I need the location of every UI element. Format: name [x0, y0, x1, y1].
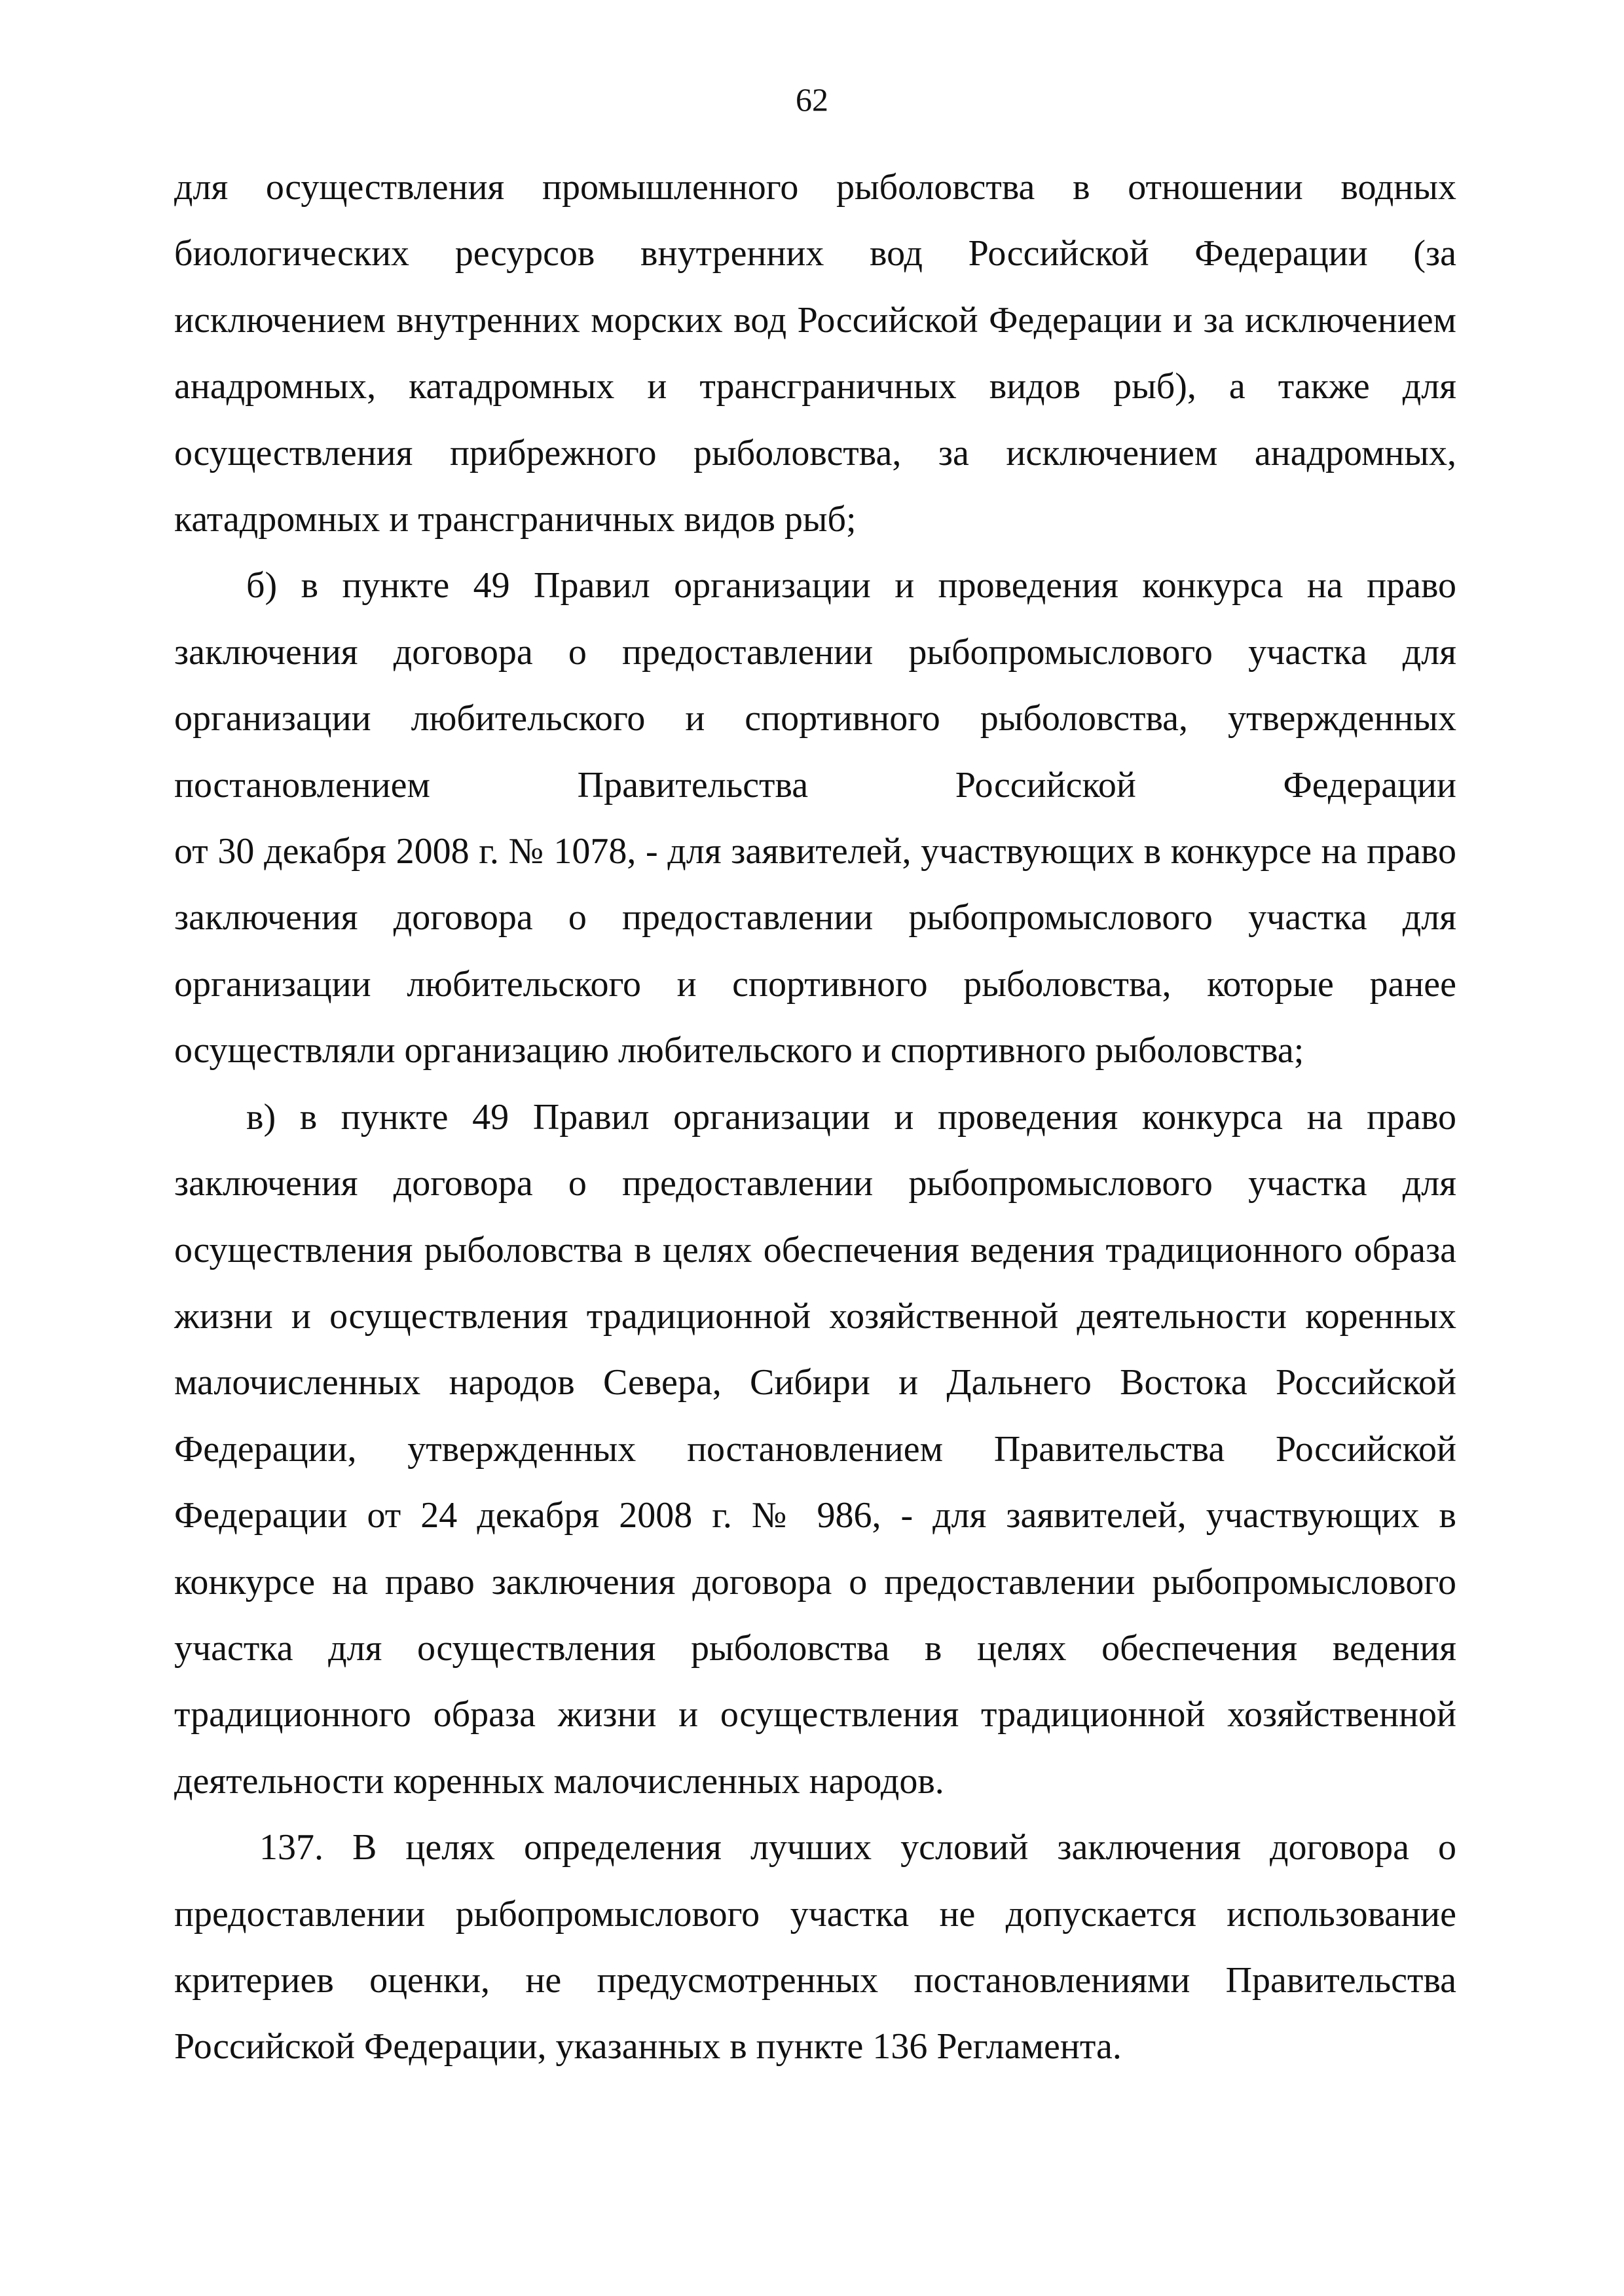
- paragraph-b-part2: от 30 декабря 2008 г. № 1078, - для заявителей, участвующих в конкурсе на право заключения договора о предоставлении рыбопромыслового участка для организации любительского и спортивного рыболовства, которые ранее осуществляли организацию любительского и спортивного рыболовства;: [174, 831, 1456, 1071]
- paragraph-v: в) в пункте 49 Правил организации и проведения конкурса на право заключения договора о предоставлении рыбопромыслового участка для осуществления рыболовства в целях обеспечения ведения традиционного образа жизни и осуществления традиционной хозяйственной деятельности коренных малочисленных народов Севера, Сибири и Дальнего Востока Российской Федерации, утвержденных постановлением Правительства Российской Федерации от 24 декабря 2008 г. № 986, - для заявителей, участвующих в конкурсе на право заключения договора о предоставлении рыбопромыслового участка для осуществления рыболовства в целях обеспечения ведения традиционного образа жизни и осуществления традиционной хозяйственной деятельности коренных малочисленных народов.: [174, 1096, 1456, 1802]
- document-body: [174, 155, 1456, 2081]
- page-number: 62: [796, 81, 828, 118]
- paragraph-b: [174, 553, 1456, 1084]
- paragraph-137: 137. В целях определения лучших условий заключения договора о предоставлении рыбопромыслового участка не допускается использование критериев оценки, не предусмотренных постановлениями Правительства Российской Федерации, указанных в пункте 136 Регламента.: [174, 1827, 1456, 2067]
- paragraph-b-part1: б) в пункте 49 Правил организации и проведения конкурса на право заключения договора о предоставлении рыбопромыслового участка для организации любительского и спортивного рыболовства, утвержденных постановлением Правительства Российской Федерации: [174, 565, 1456, 805]
- paragraph-continuation: для осуществления промышленного рыболовства в отношении водных биологических ресурсов внутренних вод Российской Федерации (за исключением внутренних морских вод Российской Федерации и за исключением анадромных, катадромных и трансграничных видов рыб), а также для осуществления прибрежного рыболовства, за исключением анадромных, катадромных и трансграничных видов рыб;: [174, 167, 1456, 540]
